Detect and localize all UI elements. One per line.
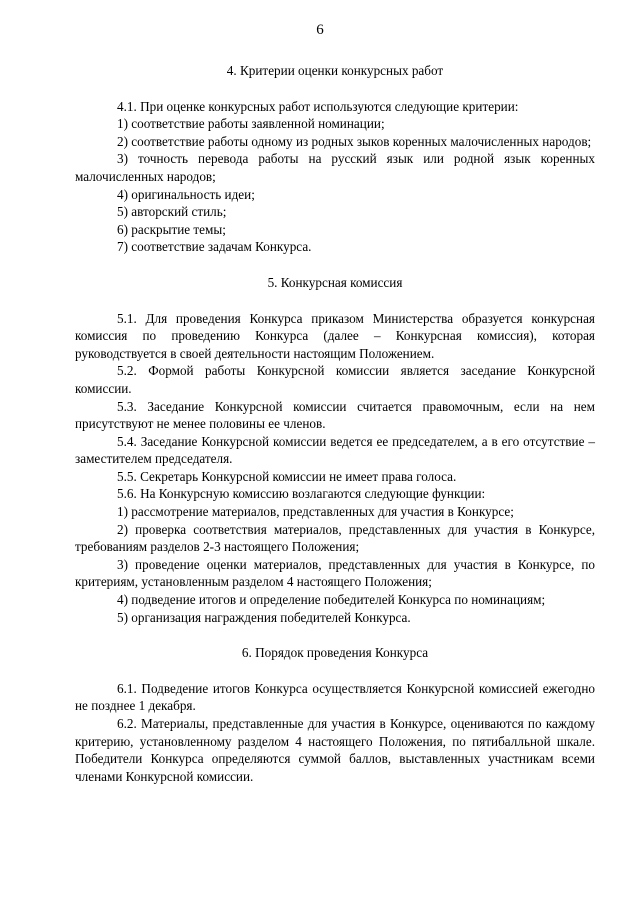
paragraph: 5.4. Заседание Конкурсной комиссии ведется ее председателем, а в его отсутствие – заместителем председателя. [75,433,595,467]
paragraph: 5.6. На Конкурсную комиссию возлагаются следующие функции: [117,486,486,502]
list-item: 1) рассмотрение материалов, представленных для участия в Конкурсе; [117,504,514,520]
section-heading: 6. Порядок проведения Конкурса [241,645,429,661]
list-item: 3) проведение оценки материалов, представленных для участия в Конкурсе, по критериям, установленным разделом 4 настоящего Положения; [75,556,595,590]
paragraph: 6.2. Материалы, представленные для участия в Конкурсе, оцениваются по каждому критерию, установленному разделом 4 настоящего Положения, по пятибалльной шкале. Победители Конкурса определяются суммой баллов, выставленных участникам всеми членами Конкурсной комиссии. [75,716,595,784]
list-item: 4) оригинальность идеи; [117,186,255,202]
paragraph: 5.2. Формой работы Конкурсной комиссии является заседание Конкурсной комиссии. [75,363,595,396]
list-item: 5) авторский стиль; [117,204,227,220]
paragraph: 5.1. Для проведения Конкурса приказом Министерства образуется конкурсная комиссия по проведению Конкурса (далее – Конкурсная комиссия), которая руководствуется в своей деятельности настоящим Положением. [75,310,595,361]
page-number: 6 [316,22,324,38]
section-6 [75,644,595,785]
paragraph: 5.3. Заседание Конкурсной комиссии считается правомочным, если на нем присутствуют не менее половины ее членов. [75,398,595,432]
paragraph: 5.5. Секретарь Конкурсной комиссии не имеет права голоса. [117,468,457,484]
list-item: 4) подведение итогов и определение победителей Конкурса по номинациям; [117,592,546,608]
section-heading: 5. Конкурсная комиссия [267,274,403,290]
list-item: 1) соответствие работы заявленной номинации; [117,116,385,132]
list-item: 7) соответствие задачам Конкурса. [117,239,312,255]
section-4 [75,62,595,256]
paragraph: 6.1. Подведение итогов Конкурса осуществляется Конкурсной комиссией ежегодно не позднее 1 декабря. [75,680,595,714]
document-body [75,62,595,785]
section-heading: 4. Критерии оценки конкурсных работ [226,63,444,78]
list-item: 2) проверка соответствия материалов, представленных для участия в Конкурсе, требованиям разделов 2-3 настоящего Положения; [75,521,595,555]
list-item: 3) точность перевода работы на русский язык или родной язык коренных малочисленных народов; [75,151,595,184]
list-item: 6) раскрытие темы; [117,221,226,237]
paragraph: 4.1. При оценке конкурсных работ используются следующие критерии: [117,98,519,114]
list-item: 2) соответствие работы одному из родных зыков коренных малочисленных народов; [117,133,592,149]
section-5 [75,274,595,626]
list-item: 5) организация награждения победителей Конкурса. [117,609,411,625]
